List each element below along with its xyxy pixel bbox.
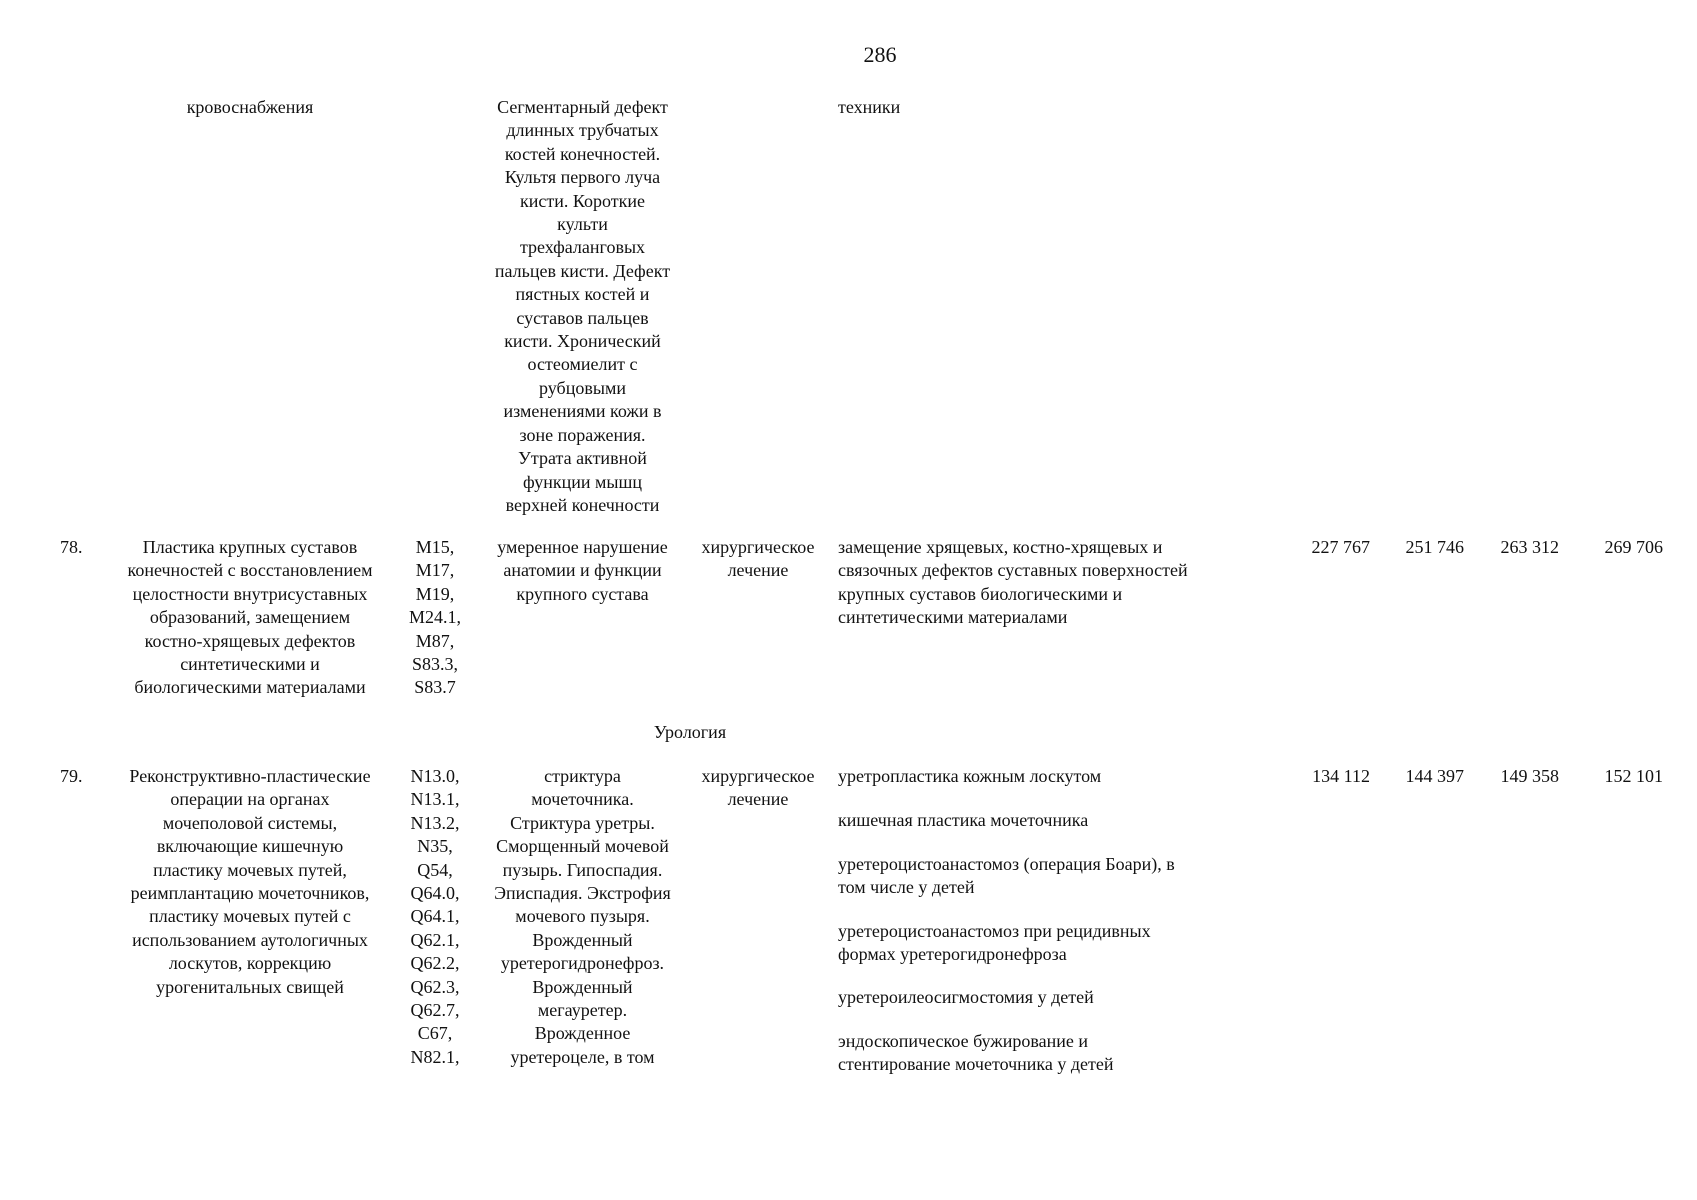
row-78-value-1: 227 767 <box>1311 537 1370 557</box>
continuation-method-cell: техники <box>838 97 901 117</box>
continuation-name-cell: кровоснабжения <box>186 97 314 117</box>
row-79-number: 79. <box>60 766 83 786</box>
row-79-method-3: уретероцистоанастомоз (операция Боари), в том числе у детей <box>838 854 1175 898</box>
row-79-method-5: уретероилеосигмостомия у детей <box>838 987 1094 1007</box>
row-79-method-2: кишечная пластика мочеточника <box>838 810 1089 830</box>
row-79-model: стриктура мочеточника. Стриктура уретры. Сморщенный мочевой пузырь. Гипоспадия. Эписпадия. Экстрофия мочевого пузыря. Врожденный уретерогидронефроз. Врожденный мегауретер. Врожденное уретероцеле, в том <box>494 766 671 1067</box>
row-79-value-1: 134 112 <box>1312 766 1370 786</box>
row-78-name: Пластика крупных суставов конечностей с восстановлением целостности внутрисуставных образований, замещением костно-хрящевых дефектов синтетическими и биологическими материалами <box>127 537 373 698</box>
row-79-value-4: 152 101 <box>1604 766 1663 786</box>
row-79-method-1: уретропластика кожным лоскутом <box>838 766 1102 786</box>
row-78-value-3: 263 312 <box>1500 537 1559 557</box>
row-78-number: 78. <box>60 537 83 557</box>
row-78-method: замещение хрящевых, костно-хрящевых и связочных дефектов суставных поверхностей крупных суставов биологическими и синтетическими материалами <box>838 537 1188 628</box>
row-79-value-3: 149 358 <box>1500 766 1559 786</box>
row-79-method-4: уретероцистоанастомоз при рецидивных формах уретерогидронефроза <box>838 921 1151 965</box>
row-78-value-4: 269 706 <box>1604 537 1663 557</box>
row-79-method-6: эндоскопическое бужирование и стентирование мочеточника у детей <box>838 1031 1114 1075</box>
section-heading-urology: Урология <box>653 722 727 742</box>
row-78-treatment: хирургическое лечение <box>701 537 815 581</box>
row-79-value-2: 144 397 <box>1405 766 1464 786</box>
row-79-treatment: хирургическое лечение <box>701 766 815 810</box>
row-78-value-2: 251 746 <box>1405 537 1464 557</box>
page-number: 286 <box>863 42 897 67</box>
row-78-codes: M15, M17, M19, M24.1, M87, S83.3, S83.7 <box>408 537 461 698</box>
row-78-model: умеренное нарушение анатомии и функции крупного сустава <box>497 537 668 604</box>
row-79-name: Реконструктивно-пластические операции на органах мочеполовой системы, включающие кишечную пластику мочевых путей, реимплантацию мочеточников, пластику мочевых путей с использованием аутологичных лоскутов, коррекцию урогенитальных свищей <box>129 766 371 997</box>
continuation-model-cell: Сегментарный дефект длинных трубчатых костей конечностей. Культя первого луча кисти. Короткие культи трехфаланговых пальцев кисти. Дефект пястных костей и суставов пальцев кисти. Хронический остеомиелит с рубцовыми изменениями кожи в зоне поражения. Утрата активной функции мышц верхней конечности <box>494 97 671 515</box>
row-79-codes: N13.0, N13.1, N13.2, N35, Q54, Q64.0, Q64.1, Q62.1, Q62.2, Q62.3, Q62.7, C67, N82.1, <box>410 766 460 1067</box>
